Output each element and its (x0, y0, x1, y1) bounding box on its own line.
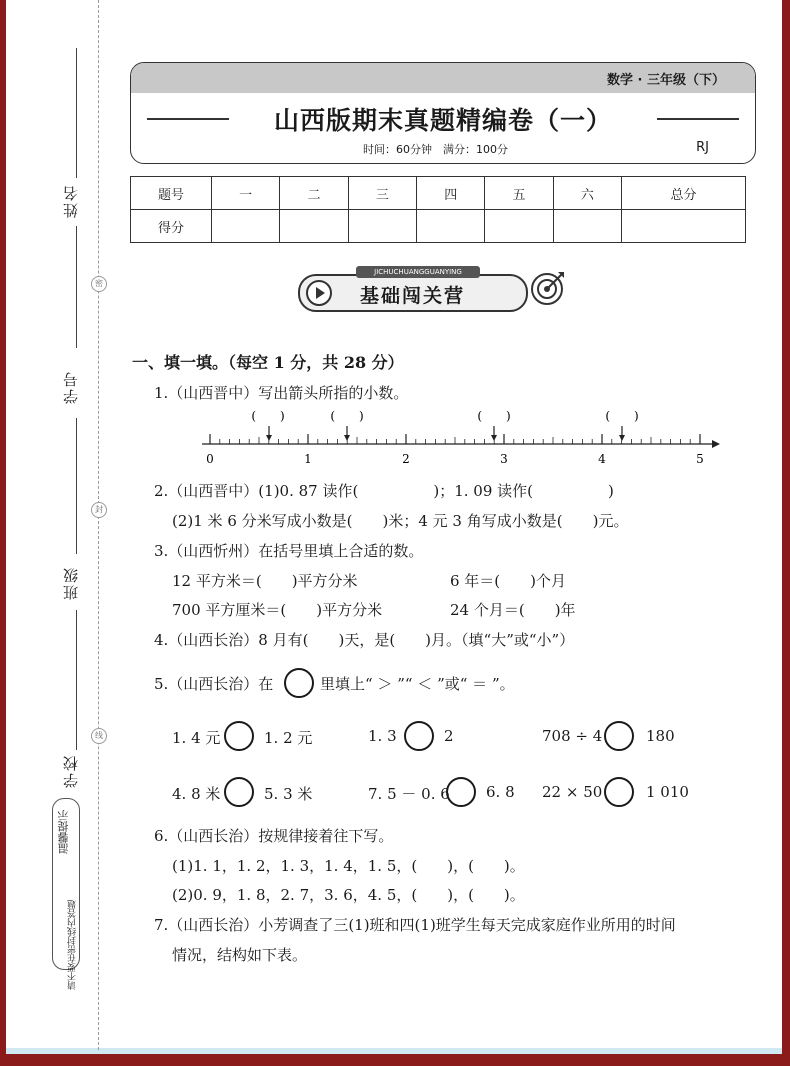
score-input-cell[interactable] (417, 210, 485, 243)
grade-label: 数学 · 三年级（下） (607, 73, 725, 88)
compare-circle[interactable] (224, 721, 254, 751)
bottom-border (0, 1054, 790, 1066)
compare-right: 6. 8 (486, 783, 515, 801)
number-line (196, 406, 726, 468)
exam-title: 山西版期末真题精编卷（一） (273, 106, 612, 135)
tip-line: 请不要在密封线内答题 (68, 900, 78, 990)
header-grey-bar (131, 63, 755, 93)
left-border (0, 0, 6, 1066)
score-cell: 三 (348, 177, 416, 210)
compare-circle[interactable] (404, 721, 434, 751)
number-line-label: 2 (402, 452, 410, 466)
compare-left: 4. 8 米 (172, 785, 221, 803)
number-line-label: 3 (500, 452, 508, 466)
answer-blank[interactable]: ( ) (477, 409, 511, 423)
question-3a: 12 平方米＝( )平方分米 (172, 572, 358, 590)
question-5-post: 里填上“ ＞ ”“ ＜ ”或“ ＝ ”。 (320, 675, 515, 693)
score-input-cell[interactable] (622, 210, 746, 243)
compare-left: 1. 3 (368, 727, 397, 745)
score-input-cell[interactable] (553, 210, 621, 243)
right-border (782, 0, 790, 1066)
compare-circle[interactable] (604, 721, 634, 751)
tip-title: 温馨提示 (57, 810, 70, 854)
number-line-label: 4 (598, 452, 606, 466)
compare-circle[interactable] (604, 777, 634, 807)
number-line-label: 5 (696, 452, 704, 466)
score-table (130, 176, 746, 243)
question-4: 4.（山西长治）8 月有( )天，是( )月。（填“大”或“小”） (154, 631, 575, 649)
number-line-label: 1 (304, 452, 312, 466)
question-7b: 情况，结构如下表。 (172, 946, 308, 964)
seal-mark-mi: 密 (91, 276, 107, 292)
student-id-line (76, 226, 77, 348)
compare-left: 708 ÷ 4 (542, 727, 603, 745)
seal-mark-xian: 线 (91, 728, 107, 744)
question-6b: (2)0. 9，1. 8，2. 7，3. 6，4. 5，( )，( )。 (172, 886, 525, 904)
banner-subtitle: JICHUCHUANGGUANYING (356, 266, 480, 278)
edition-label: RJ (696, 140, 709, 155)
score-input-cell[interactable] (280, 210, 348, 243)
compare-left: 22 × 50 (542, 783, 603, 801)
score-cell: 六 (553, 177, 621, 210)
score-input-cell[interactable] (348, 210, 416, 243)
compare-left: 1. 4 元 (172, 729, 221, 747)
student-id-label: 学号 (62, 370, 80, 404)
class-line (76, 418, 77, 554)
school-line (76, 610, 77, 750)
question-5-pre: 5.（山西长治）在 (154, 675, 274, 693)
compare-circle[interactable] (224, 777, 254, 807)
name-line (76, 48, 77, 178)
compare-right: 5. 3 米 (264, 785, 313, 803)
score-input-cell[interactable] (212, 210, 280, 243)
score-cell: 五 (485, 177, 553, 210)
exam-meta: 时间：60分钟 满分：100分 (363, 143, 508, 156)
score-cell: 一 (212, 177, 280, 210)
question-2b: (2)1 米 6 分米写成小数是( )米；4 元 3 角写成小数是( )元。 (172, 512, 629, 530)
question-3: 3.（山西忻州）在括号里填上合适的数。 (154, 542, 424, 560)
compare-right: 2 (444, 727, 454, 745)
banner-title: 基础闯关营 (360, 285, 466, 307)
question-7a: 7.（山西长治）小芳调查了三(1)班和四(1)班学生每天完成家庭作业所用的时间 (154, 916, 676, 934)
score-table-score-row (131, 210, 746, 243)
score-input-cell[interactable] (485, 210, 553, 243)
section-1-heading: 一、填一填。（每空 1 分，共 28 分） (132, 353, 404, 372)
answer-blank[interactable]: ( ) (605, 409, 639, 423)
compare-right: 1. 2 元 (264, 729, 313, 747)
compare-circle-example (284, 668, 314, 698)
seal-mark-feng: 封 (91, 502, 107, 518)
section-banner (298, 266, 580, 312)
question-2a: 2.（山西晋中）(1)0. 87 读作( )；1. 09 读作( ) (154, 482, 614, 500)
question-6: 6.（山西长治）按规律接着往下写。 (154, 827, 394, 845)
name-label: 姓名 (62, 184, 80, 218)
score-cell: 题号 (131, 177, 212, 210)
score-cell: 二 (280, 177, 348, 210)
number-line-label: 0 (206, 452, 214, 466)
question-3b: 6 年＝( )个月 (450, 572, 567, 590)
compare-right: 1 010 (646, 783, 689, 801)
play-icon (306, 280, 332, 306)
class-label: 班级 (62, 566, 80, 600)
compare-circle[interactable] (446, 777, 476, 807)
question-3d: 24 个月＝( )年 (450, 601, 576, 619)
score-table-header-row (131, 177, 746, 210)
question-1: 1.（山西晋中）写出箭头所指的小数。 (154, 384, 409, 402)
answer-blank[interactable]: ( ) (251, 409, 285, 423)
seal-dashed-line (98, 0, 99, 1050)
question-6a: (1)1. 1，1. 2，1. 3，1. 4，1. 5，( )，( )。 (172, 857, 525, 875)
compare-right: 180 (646, 727, 675, 745)
score-cell: 总分 (622, 177, 746, 210)
score-cell: 得分 (131, 210, 212, 243)
score-cell: 四 (417, 177, 485, 210)
answer-blank[interactable]: ( ) (330, 409, 364, 423)
compare-left: 7. 5 － 0. 6 (368, 785, 450, 803)
school-label: 学校 (62, 754, 80, 788)
question-3c: 700 平方厘米＝( )平方分米 (172, 601, 383, 619)
target-icon (530, 270, 566, 306)
exam-header (130, 62, 756, 164)
